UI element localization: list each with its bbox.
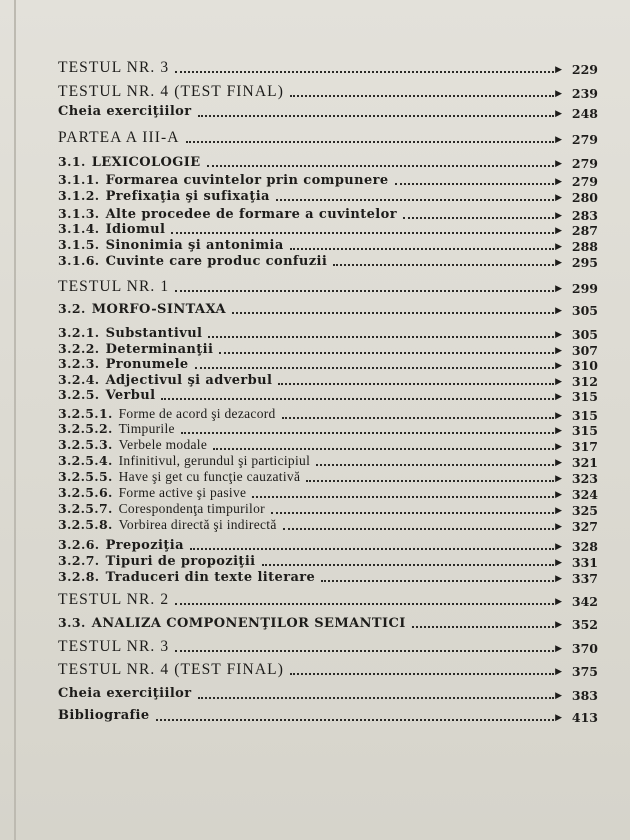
dot-leader <box>156 719 554 721</box>
leader-arrow-icon: ▶ <box>555 257 562 267</box>
toc-entry <box>58 186 598 206</box>
toc-entry-label <box>58 706 150 726</box>
toc-entry-page: 288 <box>571 239 598 254</box>
watermark <box>300 360 450 430</box>
toc-entry-page: 370 <box>571 641 598 656</box>
toc-entry-number: 3.2.6. <box>58 537 100 552</box>
toc-entry-label <box>58 684 192 704</box>
toc-entry-label <box>58 590 169 610</box>
toc-entry-title: ANALIZA COMPONENŢILOR SEMANTICI <box>91 616 406 631</box>
leader-arrow-icon: ▶ <box>555 521 562 531</box>
toc-entry-label <box>58 82 284 102</box>
dot-leader <box>175 603 554 605</box>
toc-entry-number: 3.2.5.4. <box>58 453 113 468</box>
toc-entry-page: 295 <box>571 255 598 270</box>
toc-entry-title: Pronumele <box>105 357 189 372</box>
toc-entry-number: 3.2.3. <box>58 356 100 371</box>
toc-entry-page: 279 <box>571 132 598 147</box>
toc-entry-number: 3.2.5.3. <box>58 437 113 452</box>
toc-entry-page: 299 <box>571 281 598 296</box>
toc-entry-page: 305 <box>571 327 598 342</box>
toc-entry-title: Cuvinte care produc confuzii <box>105 254 328 269</box>
toc-entry-number: 3.1.5. <box>58 237 100 252</box>
toc-entry-page: 315 <box>571 423 598 438</box>
dot-leader <box>321 580 554 582</box>
toc-entry-title: Vorbirea directă şi indirectă <box>118 517 277 532</box>
dot-leader <box>232 312 554 314</box>
toc-entry-title: Prepoziţia <box>105 538 184 553</box>
dot-leader <box>175 650 554 652</box>
toc-entry-title: Sinonimia şi antonimia <box>105 238 284 253</box>
leader-arrow-icon: ▶ <box>555 541 562 551</box>
dot-leader <box>290 95 554 97</box>
toc-entry-number: 3.2.8. <box>58 569 100 584</box>
toc-entry-page: 324 <box>571 487 598 502</box>
toc-entry-title: MORFO-SINTAXA <box>91 302 226 317</box>
toc-entry-page: 287 <box>571 223 598 238</box>
toc-entry-title: Forme active şi pasive <box>118 485 247 500</box>
leader-arrow-icon: ▶ <box>555 489 562 499</box>
leader-arrow-icon: ▶ <box>555 158 562 168</box>
toc-entry-number: 3.1.4. <box>58 221 100 236</box>
leader-arrow-icon: ▶ <box>555 391 562 401</box>
toc-entry-page: 352 <box>571 617 598 632</box>
toc-entry-number: 3.2.1. <box>58 325 100 340</box>
toc-entry-label <box>58 660 284 680</box>
dot-leader <box>171 232 554 234</box>
dot-leader <box>190 548 554 550</box>
toc-entry <box>58 251 598 271</box>
toc-entry-title: LEXICOLOGIE <box>91 155 201 170</box>
toc-entry-number: 3.1.1. <box>58 172 100 187</box>
toc-entry-label <box>58 128 180 148</box>
toc-entry-label <box>58 637 169 657</box>
toc-entry-number: 3.1.6. <box>58 253 100 268</box>
toc-entry-page: 239 <box>571 86 598 101</box>
dot-leader <box>306 480 554 482</box>
leader-arrow-icon: ▶ <box>555 619 562 629</box>
dot-leader <box>208 336 554 338</box>
toc-entry-number: 3.2.4. <box>58 372 100 387</box>
toc-entry-page: 325 <box>571 503 598 518</box>
toc-entry <box>58 637 598 657</box>
dot-leader <box>290 673 554 675</box>
toc-entry-number: 3.2. <box>58 301 86 316</box>
toc-entry-page: 327 <box>571 519 598 534</box>
toc-entry-page: 248 <box>571 106 598 121</box>
toc-entry-number: 3.1. <box>58 154 86 169</box>
toc-entry-page: 279 <box>571 156 598 171</box>
dot-leader <box>213 448 554 450</box>
toc-entry-label <box>58 299 226 320</box>
toc-entry <box>58 82 598 102</box>
leader-arrow-icon: ▶ <box>555 425 562 435</box>
dot-leader <box>262 564 555 566</box>
toc-entry-number: 3.2.5.8. <box>58 517 113 532</box>
toc-entry <box>58 515 598 535</box>
toc-entry <box>58 706 598 726</box>
toc-entry-title: Forme de acord şi dezacord <box>118 406 276 421</box>
leader-arrow-icon: ▶ <box>555 192 562 202</box>
dot-leader <box>207 165 554 167</box>
toc-entry-title: TESTUL NR. 2 <box>58 591 170 608</box>
dot-leader <box>181 432 554 434</box>
toc-entry-title: Have şi get cu funcţie cauzativă <box>118 469 301 484</box>
toc-entry-page: 337 <box>571 571 598 586</box>
toc-entry-page: 229 <box>571 62 598 77</box>
toc-entry-title: Adjectivul şi adverbul <box>105 373 273 388</box>
toc-entry-label <box>58 251 327 272</box>
leader-arrow-icon: ▶ <box>555 108 562 118</box>
leader-arrow-icon: ▶ <box>555 690 562 700</box>
leader-arrow-icon: ▶ <box>555 457 562 467</box>
dot-leader <box>252 496 554 498</box>
toc-entry-title: Verbele modale <box>118 437 208 452</box>
toc-entry <box>58 128 598 148</box>
toc-entry-page: 342 <box>571 594 598 609</box>
toc-entry-page: 283 <box>571 208 598 223</box>
toc-entry-number: 3.2.5.7. <box>58 501 113 516</box>
leader-arrow-icon: ▶ <box>555 134 562 144</box>
toc-entry-title: Substantivul <box>105 326 203 341</box>
toc-entry-title: TESTUL NR. 4 (TEST FINAL) <box>58 83 284 100</box>
toc-entry-title: TESTUL NR. 1 <box>58 278 170 295</box>
leader-arrow-icon: ▶ <box>555 241 562 251</box>
toc-entry-page: 375 <box>571 664 598 679</box>
toc-entry-number: 3.2.5.2. <box>58 421 113 436</box>
toc-entry-page: 279 <box>571 174 598 189</box>
leader-arrow-icon: ▶ <box>555 473 562 483</box>
leader-arrow-icon: ▶ <box>555 643 562 653</box>
toc-entry-title: Cheia exerciţiilor <box>58 686 192 701</box>
toc-entry <box>58 102 598 122</box>
toc-entry-label <box>58 515 277 535</box>
leader-arrow-icon: ▶ <box>555 573 562 583</box>
toc-entry-label <box>58 58 169 78</box>
toc-entry-title: Bibliografie <box>58 708 150 723</box>
toc-entry-number: 3.1.3. <box>58 206 100 221</box>
toc-entry-page: 315 <box>571 389 598 404</box>
toc-entry-title: Tipuri de propoziţii <box>105 554 256 569</box>
dot-leader <box>412 626 554 628</box>
toc-entry-number: 3.2.5.1. <box>58 406 113 421</box>
toc-entry-page: 310 <box>571 358 598 373</box>
dot-leader <box>186 141 554 143</box>
toc-entry-page: 413 <box>571 710 598 725</box>
leader-arrow-icon: ▶ <box>555 88 562 98</box>
toc-entry-title: Infinitivul, gerundul şi participiul <box>118 453 311 468</box>
toc-entry-page: 328 <box>571 539 598 554</box>
toc-entry-title: Alte procedee de formare a cuvintelor <box>105 207 397 222</box>
dot-leader <box>316 464 554 466</box>
leader-arrow-icon: ▶ <box>555 557 562 567</box>
toc-entry-title: Prefixaţia şi sufixaţia <box>105 189 270 204</box>
toc-entry-page: 383 <box>571 688 598 703</box>
leader-arrow-icon: ▶ <box>555 712 562 722</box>
toc-entry-title: Cheia exerciţiilor <box>58 104 192 119</box>
toc-entry <box>58 613 598 633</box>
toc-entry <box>58 590 598 610</box>
leader-arrow-icon: ▶ <box>555 64 562 74</box>
toc-entry-number: 3.2.5. <box>58 387 100 402</box>
leader-arrow-icon: ▶ <box>555 410 562 420</box>
toc-entry-page: 317 <box>571 439 598 454</box>
toc-entry-title: PARTEA A III-A <box>58 129 180 146</box>
toc-entry-label <box>58 385 155 406</box>
toc-entry-title: Corespondenţa timpurilor <box>118 501 265 516</box>
dot-leader <box>395 183 554 185</box>
leader-arrow-icon: ▶ <box>555 329 562 339</box>
dot-leader <box>290 248 554 250</box>
toc-entry <box>58 58 598 78</box>
leader-arrow-icon: ▶ <box>555 505 562 515</box>
leader-arrow-icon: ▶ <box>555 596 562 606</box>
leader-arrow-icon: ▶ <box>555 345 562 355</box>
dot-leader <box>198 115 555 117</box>
toc-entry-title: Timpurile <box>118 421 175 436</box>
toc-entry-page: 305 <box>571 303 598 318</box>
toc-entry-page: 321 <box>571 455 598 470</box>
toc-entry <box>58 299 598 319</box>
dot-leader <box>198 697 555 699</box>
toc-entry-title: Idiomul <box>105 222 166 237</box>
leader-arrow-icon: ▶ <box>555 283 562 293</box>
toc-entry-number: 3.2.5.6. <box>58 485 113 500</box>
toc-entry <box>58 684 598 704</box>
toc-entry-label <box>58 277 169 297</box>
dot-leader <box>283 528 554 530</box>
toc-entry-label <box>58 102 192 122</box>
dot-leader <box>175 290 554 292</box>
leader-arrow-icon: ▶ <box>555 360 562 370</box>
toc-entry-page: 280 <box>571 190 598 205</box>
toc-entry-title: TESTUL NR. 3 <box>58 59 170 76</box>
toc-entry <box>58 152 598 172</box>
toc-entry-label <box>58 613 406 634</box>
toc-entry-title: TESTUL NR. 4 (TEST FINAL) <box>58 661 284 678</box>
toc-entry-number: 3.2.7. <box>58 553 100 568</box>
dot-leader <box>271 512 554 514</box>
toc-entry-page: 307 <box>571 343 598 358</box>
toc-entry-title: Formarea cuvintelor prin compunere <box>105 173 389 188</box>
toc-entry-title: Verbul <box>105 388 156 403</box>
leader-arrow-icon: ▶ <box>555 305 562 315</box>
toc-entry-title: Traduceri din texte literare <box>105 570 316 585</box>
dot-leader <box>175 71 554 73</box>
leader-arrow-icon: ▶ <box>555 210 562 220</box>
dot-leader <box>276 199 554 201</box>
toc-entry-number: 3.2.2. <box>58 341 100 356</box>
toc-entry-number: 3.2.5.5. <box>58 469 113 484</box>
toc-entry <box>58 567 598 587</box>
toc-entry-number: 3.1.2. <box>58 188 100 203</box>
leader-arrow-icon: ▶ <box>555 376 562 386</box>
leader-arrow-icon: ▶ <box>555 666 562 676</box>
toc-entry-page: 323 <box>571 471 598 486</box>
leader-arrow-icon: ▶ <box>555 441 562 451</box>
toc-entry-label <box>58 567 315 588</box>
toc-entry-number: 3.3. <box>58 615 86 630</box>
toc-entry-page: 312 <box>571 374 598 389</box>
toc-entry-page: 331 <box>571 555 598 570</box>
toc-entry-page: 315 <box>571 408 598 423</box>
toc-entry-title: TESTUL NR. 3 <box>58 638 170 655</box>
dot-leader <box>333 264 554 266</box>
toc-entry <box>58 277 598 297</box>
leader-arrow-icon: ▶ <box>555 176 562 186</box>
leader-arrow-icon: ▶ <box>555 225 562 235</box>
toc-entry <box>58 660 598 680</box>
toc-entry-title: Determinanţii <box>105 342 214 357</box>
